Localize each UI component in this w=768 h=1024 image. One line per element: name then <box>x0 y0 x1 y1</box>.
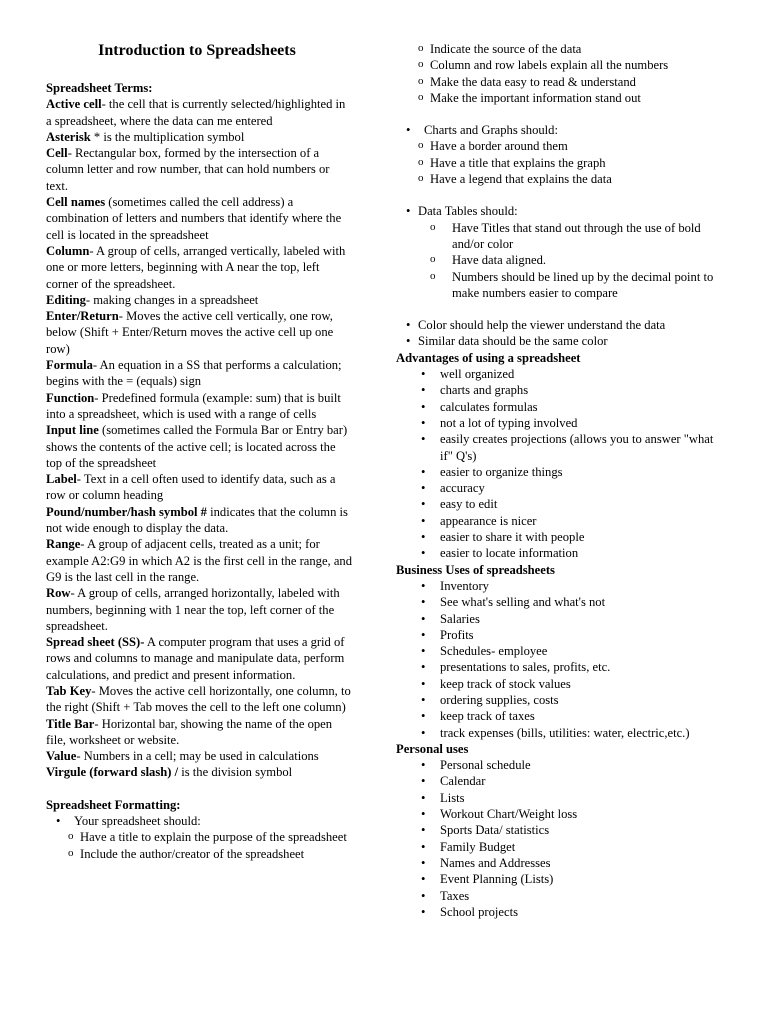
term-definition: - Text in a cell often used to identify data, such as a row or column heading <box>46 472 336 503</box>
term-name: Tab Key <box>46 683 92 698</box>
business-use-item: • keep track of stock values <box>396 676 726 692</box>
left-column <box>46 80 354 862</box>
term-definition: is the division symbol <box>178 765 293 780</box>
charts-intro: • Charts and Graphs should: <box>396 122 726 138</box>
advantage-item: • easier to locate information <box>396 545 726 561</box>
terms-list <box>46 96 354 780</box>
term-definition: (sometimes called the cell address) a combination of letters and numbers that identify where the cell is located in the spreadsheet <box>46 195 342 242</box>
charts-list <box>396 138 726 187</box>
term-name: Pound/number/hash symbol # <box>46 504 207 519</box>
term-entry <box>46 504 354 537</box>
advantage-item: • easier to organize things <box>396 464 726 480</box>
advantage-item: • accuracy <box>396 480 726 496</box>
business-use-item: • See what's selling and what's not <box>396 594 726 610</box>
tables-list <box>396 220 726 301</box>
term-definition: - Moves the active cell horizontally, one column, to the right (Shift + Tab moves the cell to the left one column) <box>46 683 351 715</box>
term-name: Title Bar <box>46 716 95 731</box>
term-definition: - Predefined formula (example: sum) that is built into a spreadsheet, which is used with a range of cells <box>46 390 341 421</box>
personal-use-item: • Calendar <box>396 773 726 789</box>
business-use-item: • Profits <box>396 627 726 643</box>
term-entry <box>46 536 354 585</box>
business-use-item: • track expenses (bills, utilities: water, electric,etc.) <box>396 725 726 741</box>
term-definition: - the cell that is currently selected/highlighted in a spreadsheet, where the data can me entered <box>46 97 346 128</box>
term-entry <box>46 390 354 423</box>
term-entry <box>46 243 354 292</box>
term-entry <box>46 145 354 194</box>
term-entry <box>46 129 354 145</box>
term-definition: - A group of adjacent cells, treated as a unit; for example A2:G9 in which A2 is the first cell in the range, and G9 is the last cell in the range. <box>46 537 353 584</box>
business-heading: Business Uses of spreadsheets <box>396 562 555 577</box>
personal-heading: Personal uses <box>396 741 469 756</box>
term-name: Function <box>46 390 95 405</box>
formatting-item: o Make the data easy to read & understand <box>416 74 726 90</box>
formatting-item: o Have a title to explain the purpose of the spreadsheet <box>66 829 354 845</box>
advantages-list <box>396 366 726 562</box>
term-name: Label <box>46 472 77 487</box>
term-entry <box>46 422 354 471</box>
color-note-item: • Similar data should be the same color <box>396 333 726 349</box>
advantage-item: • easier to share it with people <box>396 529 726 545</box>
tables-item: o Numbers should be lined up by the decimal point to make numbers easier to compare <box>396 269 726 302</box>
term-definition: - Moves the active cell vertically, one row, below (Shift + Enter/Return moves the active cell up one row) <box>46 309 334 356</box>
business-use-item: • presentations to sales, profits, etc. <box>396 659 726 675</box>
advantage-item: • easy to edit <box>396 496 726 512</box>
formatting-item: o Indicate the source of the data <box>416 41 726 57</box>
term-entry <box>46 194 354 243</box>
business-use-item: • Salaries <box>396 611 726 627</box>
term-entry <box>46 96 354 129</box>
term-name: Row <box>46 586 71 601</box>
term-name: Input line <box>46 423 99 438</box>
term-name: Active cell <box>46 97 102 112</box>
term-definition: - Numbers in a cell; may be used in calculations <box>76 749 319 764</box>
term-definition: - A group of cells, arranged horizontally, labeled with numbers, beginning with 1 near the top, left corner of the spreadsheet. <box>46 586 340 633</box>
term-name: Editing <box>46 292 86 307</box>
tables-item: o Have data aligned. <box>396 252 726 268</box>
term-definition: * is the multiplication symbol <box>90 129 245 144</box>
personal-use-item: • Workout Chart/Weight loss <box>396 806 726 822</box>
term-entry <box>46 308 354 357</box>
personal-list <box>396 757 726 920</box>
color-note-item: • Color should help the viewer understand the data <box>396 317 726 333</box>
formatting-item: o Include the author/creator of the spreadsheet <box>66 846 354 862</box>
term-definition: - Rectangular box, formed by the intersection of a column letter and row number, that can hold numbers or text. <box>46 146 330 193</box>
personal-use-item: • Sports Data/ statistics <box>396 822 726 838</box>
term-entry <box>46 585 354 634</box>
term-entry <box>46 716 354 749</box>
advantage-item: • calculates formulas <box>396 399 726 415</box>
term-entry <box>46 357 354 390</box>
term-definition: indicates that the column is not wide enough to display the data. <box>46 504 348 536</box>
right-column <box>396 41 726 920</box>
term-name: Value <box>46 749 77 764</box>
business-list <box>396 578 726 741</box>
tables-item: o Have Titles that stand out through the use of bold and/or color <box>396 220 726 253</box>
term-name: Enter/Return <box>46 309 119 324</box>
term-definition: - A group of cells, arranged vertically, labeled with one or more letters, beginning with A near the top, left corner of the spreadsheet. <box>46 243 346 291</box>
personal-use-item: • Lists <box>396 790 726 806</box>
term-name: Asterisk <box>46 129 91 144</box>
personal-use-item: • Event Planning (Lists) <box>396 871 726 887</box>
formatting-item: o Make the important information stand out <box>416 90 726 106</box>
term-definition: - making changes in a spreadsheet <box>85 292 259 307</box>
term-definition: - Horizontal bar, showing the name of the open file, worksheet or website. <box>46 716 333 747</box>
term-entry <box>46 683 354 716</box>
business-use-item: • Inventory <box>396 578 726 594</box>
term-entry <box>46 471 354 504</box>
term-name: Formula <box>46 358 93 373</box>
advantage-item: • charts and graphs <box>396 382 726 398</box>
terms-heading: Spreadsheet Terms: <box>46 81 153 95</box>
term-name: Column <box>46 243 90 258</box>
formatting-sublist-right <box>396 41 726 106</box>
personal-use-item: • Family Budget <box>396 839 726 855</box>
formatting-heading: Spreadsheet Formatting: <box>46 797 181 812</box>
term-name: Virgule (forward slash) / <box>46 765 179 780</box>
formatting-intro: • Your spreadsheet should: <box>46 813 354 829</box>
charts-section <box>396 122 726 138</box>
term-entry <box>46 292 354 308</box>
color-notes-list <box>396 317 726 350</box>
personal-use-item: • Taxes <box>396 888 726 904</box>
personal-use-item: • School projects <box>396 904 726 920</box>
advantages-heading: Advantages of using a spreadsheet <box>396 350 581 365</box>
term-name: Cell <box>46 146 68 161</box>
term-definition: (sometimes called the Formula Bar or Entry bar) shows the contents of the active cell; is located across the top of the spreadsheet <box>46 423 348 470</box>
advantage-item: • easily creates projections (allows you to answer "what if" Q's) <box>396 431 726 464</box>
advantage-item: • appearance is nicer <box>396 513 726 529</box>
formatting-list <box>46 813 354 829</box>
term-entry <box>46 634 354 683</box>
term-name: Spread sheet (SS)- <box>46 635 145 650</box>
term-entry <box>46 764 354 780</box>
charts-item: o Have a legend that explains the data <box>416 171 726 187</box>
term-name: Cell names <box>46 195 106 210</box>
term-definition: - An equation in a SS that performs a calculation; begins with the = (equals) sign <box>46 358 342 389</box>
term-definition: A computer program that uses a grid of rows and columns to manage and manipulate data, perform calculations, and predict and present information. <box>46 635 345 682</box>
tables-section <box>396 203 726 219</box>
charts-item: o Have a title that explains the graph <box>416 155 726 171</box>
personal-use-item: • Personal schedule <box>396 757 726 773</box>
term-entry <box>46 748 354 764</box>
page-title: Introduction to Spreadsheets <box>98 42 296 59</box>
charts-item: o Have a border around them <box>416 138 726 154</box>
advantage-item: • not a lot of typing involved <box>396 415 726 431</box>
advantage-item: • well organized <box>396 366 726 382</box>
business-use-item: • ordering supplies, costs <box>396 692 726 708</box>
business-use-item: • Schedules- employee <box>396 643 726 659</box>
personal-use-item: • Names and Addresses <box>396 855 726 871</box>
term-name: Range <box>46 537 81 552</box>
business-use-item: • keep track of taxes <box>396 708 726 724</box>
formatting-sublist-left <box>46 829 354 862</box>
formatting-item: o Column and row labels explain all the numbers <box>416 57 726 73</box>
tables-intro: • Data Tables should: <box>396 203 726 219</box>
